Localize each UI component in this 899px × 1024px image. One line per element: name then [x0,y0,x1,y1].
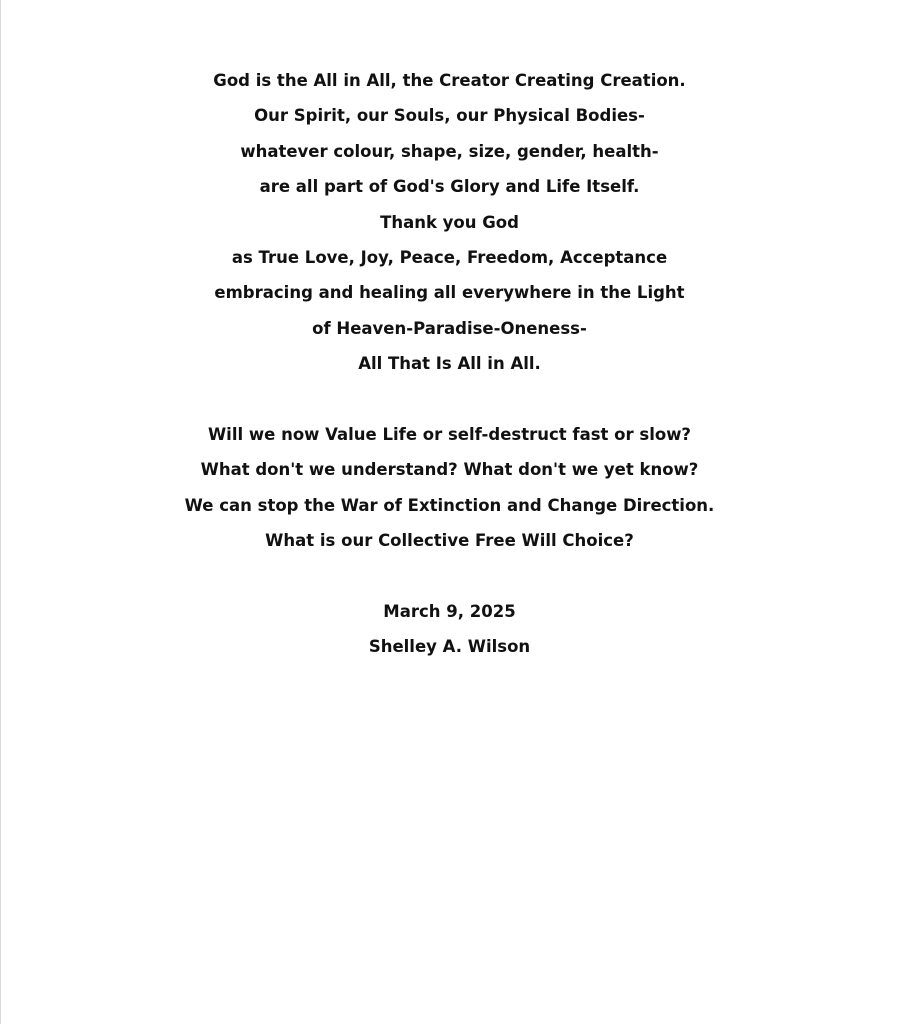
poem-line: Our Spirit, our Souls, our Physical Bodies- [254,106,645,126]
stanza-break [1,382,898,417]
poem-line: embracing and healing all everywhere in the Light [214,283,685,303]
poem-line: We can stop the War of Extinction and Change Direction. [184,495,715,515]
poem-line: God is the All in All, the Creator Creating Creation. [213,71,686,90]
poem-line: of Heaven-Paradise-Oneness- [312,318,587,338]
poem-line: Thank you God [380,212,519,232]
poem-line: Will we now Value Life or self-destruct fast or slow? [207,424,692,444]
stanza-break [1,558,898,593]
poem-line: are all part of God's Glory and Life Itself. [259,177,640,197]
poem-line: as True Love, Joy, Peace, Freedom, Acceptance [231,247,668,267]
signature-date: March 9, 2025 [383,601,516,621]
poem-line: whatever colour, shape, size, gender, health- [240,141,659,161]
poem-line: All That Is All in All. [358,354,541,374]
poem-line: What don't we understand? What don't we yet know? [200,460,699,480]
poem-line: What is our Collective Free Will Choice? [265,531,634,551]
poem-body [1,63,898,665]
signature-author: Shelley A. Wilson [368,637,531,657]
